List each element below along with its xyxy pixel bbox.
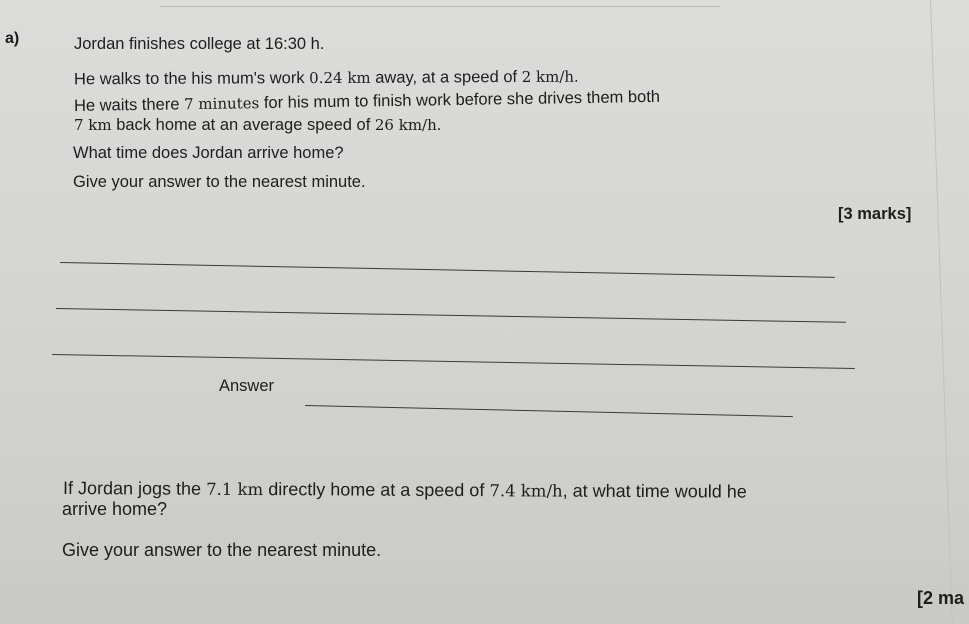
part-label: a) — [5, 30, 20, 47]
marks-label-a: [3 marks] — [838, 205, 912, 223]
question-a-line-3 — [74, 87, 660, 116]
marks-label-b: [2 ma — [917, 588, 965, 608]
speed-value: 7.4 km/h — [489, 481, 563, 501]
minutes-value: 7 minutes — [183, 94, 260, 114]
page-edge-line — [160, 6, 720, 7]
question-a-line-1 — [74, 34, 324, 54]
line-text: He walks to the his mum's work — [73, 69, 310, 89]
answer-line[interactable] — [305, 405, 793, 417]
question-a-prompt: What time does Jordan arrive home? — [73, 144, 344, 162]
line-text: away, at a speed of — [370, 67, 522, 87]
question-a-line-4 — [74, 115, 441, 135]
line-text: . — [436, 116, 442, 134]
question-a-line-2 — [74, 67, 579, 90]
time-value: 16:30 — [264, 35, 307, 53]
question-b-instruction: Give your answer to the nearest minute. — [62, 540, 382, 560]
speed-value: 2 km/h — [521, 67, 575, 86]
page-fold-line — [930, 0, 953, 624]
line-text: directly home at a speed of — [263, 479, 490, 501]
line-text: back home at an average speed of — [111, 116, 375, 134]
distance-value: 7.1 km — [206, 479, 264, 500]
line-text: , at what time would he — [562, 480, 747, 502]
question-b-line-2: arrive home? — [62, 499, 168, 519]
line-text: for his mum to finish work before she drives them both — [259, 87, 661, 113]
answer-label: Answer — [219, 377, 275, 395]
line-text: Jordan finishes college at — [74, 35, 265, 53]
working-line — [52, 354, 855, 369]
line-text: . — [573, 67, 579, 86]
distance-value: 7 km — [74, 116, 112, 134]
working-line — [56, 308, 846, 323]
line-text: h. — [306, 35, 325, 53]
line-text: He waits there — [73, 95, 185, 115]
distance-value: 0.24 km — [309, 68, 371, 88]
line-text: If Jordan jogs the — [62, 478, 207, 499]
speed-value: 26 km/h — [374, 116, 437, 134]
question-a-instruction: Give your answer to the nearest minute. — [73, 173, 366, 191]
working-line — [60, 262, 835, 278]
